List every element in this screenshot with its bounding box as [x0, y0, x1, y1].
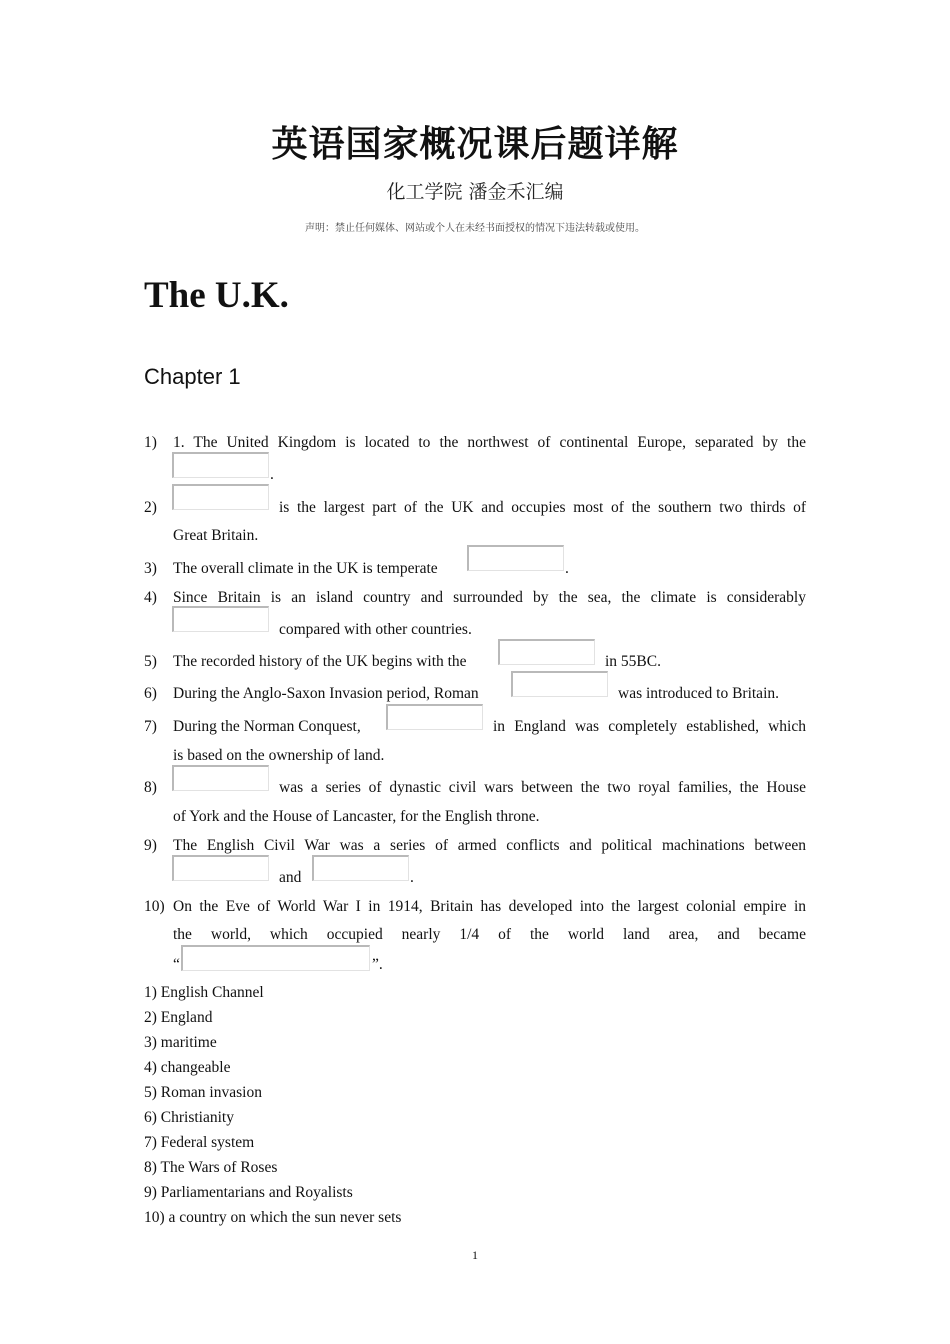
question-text: During the Norman Conquest, — [173, 718, 361, 735]
answer-line: 8) The Wars of Roses — [144, 1159, 278, 1176]
question-text: is based on the ownership of land. — [173, 747, 385, 764]
answer-blank-9a[interactable] — [172, 855, 269, 881]
answer-blank-10[interactable] — [181, 945, 370, 971]
question-8 — [279, 779, 806, 798]
question-number: 2) — [144, 499, 157, 516]
question-number: 5) — [144, 653, 157, 670]
answer-line: 6) Christianity — [144, 1109, 234, 1126]
question-text: of York and the House of Lancaster, for the English throne. — [173, 808, 540, 825]
chapter-heading: Chapter 1 — [144, 364, 241, 389]
answer-line: 2) England — [144, 1009, 213, 1026]
document-subtitle: 化工学院 潘金禾汇编 — [386, 181, 564, 203]
question-text: in 55BC. — [605, 653, 661, 670]
question-number: 1) — [144, 434, 157, 451]
question-text: compared with other countries. — [279, 621, 472, 638]
question-text: . — [410, 869, 414, 886]
answer-blank-5[interactable] — [498, 639, 595, 665]
question-10-line-2 — [173, 926, 806, 945]
question-text: is the largest part of the UK and occupies most of the southern two thirds of — [279, 499, 806, 516]
page-number: 1 — [472, 1248, 478, 1262]
question-text: The overall climate in the UK is temperate — [173, 560, 438, 577]
answer-blank-7[interactable] — [386, 704, 483, 730]
answer-line: 7) Federal system — [144, 1134, 255, 1151]
question-number: 9) — [144, 837, 157, 854]
question-number: 3) — [144, 560, 157, 577]
question-text: 1. The United Kingdom is located to the northwest of continental Europe, separated by the — [173, 434, 806, 451]
question-text: was a series of dynastic civil wars between the two royal families, the House — [279, 779, 806, 796]
answer-blank-3[interactable] — [467, 545, 564, 571]
answer-key — [144, 980, 401, 1230]
question-text: . — [270, 466, 274, 483]
question-text: Great Britain. — [173, 527, 259, 544]
answer-blank-1[interactable] — [172, 452, 269, 478]
answer-blank-4[interactable] — [172, 606, 269, 632]
question-text: in England was completely established, which — [493, 718, 806, 735]
answer-line: 10) a country on which the sun never sets — [144, 1209, 402, 1226]
question-number: 6) — [144, 685, 157, 702]
question-text: Since Britain is an island country and surrounded by the sea, the climate is considerably — [173, 589, 806, 606]
question-text: The English Civil War was a series of armed conflicts and political machinations between — [173, 837, 806, 854]
question-number: 8) — [144, 779, 157, 796]
answer-line: 3) maritime — [144, 1034, 217, 1051]
question-number: 7) — [144, 718, 157, 735]
answer-line: 1) English Channel — [144, 984, 264, 1001]
answer-blank-2[interactable] — [172, 484, 269, 510]
answer-line: 9) Parliamentarians and Royalists — [144, 1184, 353, 1201]
question-number: 10) — [144, 898, 165, 915]
question-text: “ — [173, 956, 180, 973]
section-title: The U.K. — [144, 275, 289, 316]
question-text: and — [279, 869, 302, 886]
answer-blank-8[interactable] — [172, 765, 269, 791]
question-text: was introduced to Britain. — [618, 685, 779, 702]
answer-blank-9b[interactable] — [312, 855, 409, 881]
question-text: ”. — [372, 956, 383, 973]
document-title: 英语国家概况课后题详解 — [271, 124, 679, 165]
answer-blank-6[interactable] — [511, 671, 608, 697]
question-text: the world, which occupied nearly 1/4 of the world land area, and became — [173, 926, 806, 943]
copyright-notice: 声明：禁止任何媒体、网站或个人在未经书面授权的情况下违法转载或使用。 — [305, 223, 645, 234]
question-number: 4) — [144, 589, 157, 606]
question-text: During the Anglo-Saxon Invasion period, Roman — [173, 685, 479, 702]
question-text: On the Eve of World War I in 1914, Britain has developed into the largest colonial empire in — [173, 898, 806, 915]
question-2 — [279, 499, 806, 518]
question-7 — [493, 718, 806, 737]
answer-line: 5) Roman invasion — [144, 1084, 262, 1101]
question-text: The recorded history of the UK begins with the — [173, 653, 467, 670]
answer-line: 4) changeable — [144, 1059, 231, 1076]
question-text: . — [565, 560, 569, 577]
